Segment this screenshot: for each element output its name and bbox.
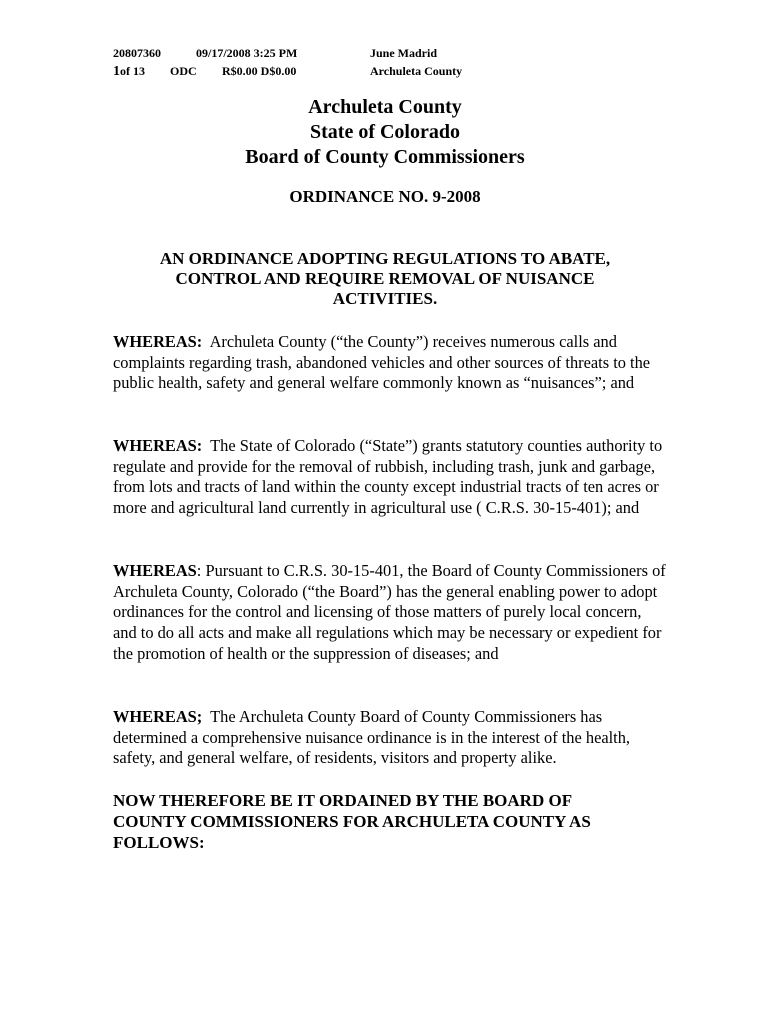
page-of: of 13	[120, 64, 145, 78]
recital-4	[113, 707, 669, 769]
recital-lead: WHEREAS:	[113, 332, 203, 351]
recital-text: The State of Colorado (“State”) grants statutory counties authority to regulate and provide for the removal of rubbish, including trash, junk and garbage, from lots and tracts of land within the county except industrial tracts of ten acres or more and agricultural land currently in agricultural use ( C.R.S. 30-15-401); and	[113, 436, 663, 518]
ordained-clause: NOW THEREFORE BE IT ORDAINED BY THE BOARD OF COUNTY COMMISSIONERS FOR ARCHULETA COUNTY AS FOLLOWS:	[113, 791, 591, 852]
recording-county: Archuleta County	[370, 64, 463, 78]
recital-3	[113, 561, 669, 665]
recital-lead: WHEREAS	[113, 561, 197, 580]
page-count	[113, 64, 145, 79]
recording-datetime: 09/17/2008 3:25 PM	[196, 46, 298, 60]
recital-lead: WHEREAS:	[113, 436, 203, 455]
page-number: 1	[113, 64, 120, 79]
reception-number: 20807360	[113, 46, 161, 60]
header-county: Archuleta County	[308, 96, 462, 118]
header-board: Board of County Commissioners	[245, 146, 525, 168]
ordinance-number: ORDINANCE NO. 9-2008	[289, 187, 481, 206]
document-code: ODC	[170, 64, 197, 78]
recital-text: : Pursuant to C.R.S. 30-15-401, the Board of County Commissioners of Archuleta County, Colorado (“the Board”) has the general enabling power to adopt ordinances for the control and licensing of those matters of purely local concern, and to do all acts and make all regulations which may be necessary or expedient for the promotion of health or the suppression of diseases; and	[113, 561, 666, 663]
recital-1	[113, 332, 669, 394]
recital-lead: WHEREAS;	[113, 707, 203, 726]
recital-text: The Archuleta County Board of County Commissioners has determined a comprehensive nuisance ordinance is in the interest of the health, safety, and general welfare, of residents, visitors and property alike.	[113, 707, 631, 768]
header-state: State of Colorado	[310, 121, 460, 143]
recital-2	[113, 436, 669, 519]
recording-fees: R$0.00 D$0.00	[222, 64, 297, 78]
clerk-name: June Madrid	[370, 46, 438, 60]
ordinance-caption: AN ORDINANCE ADOPTING REGULATIONS TO ABATE, CONTROL AND REQUIRE REMOVAL OF NUISANCE ACTIVITIES.	[159, 249, 611, 308]
recital-text: Archuleta County (“the County”) receives numerous calls and complaints regarding trash, abandoned vehicles and other sources of threats to the public health, safety and general welfare commonly known as “nuisances”; and	[113, 332, 651, 393]
